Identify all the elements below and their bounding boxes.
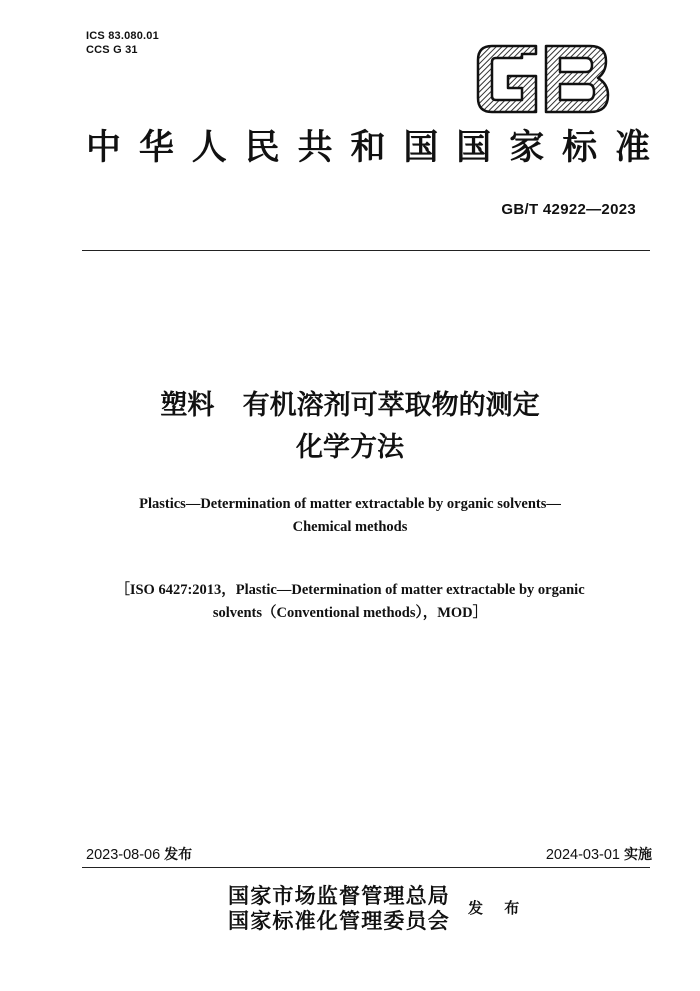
english-title-line-2: Chemical methods	[292, 519, 408, 535]
chinese-title-line-1: 塑料 有机溶剂可萃取物的测定	[160, 390, 540, 421]
issue-date-value: 2023-08-06	[86, 847, 161, 863]
standard-type-title: 中华人民共和国国家标准	[86, 127, 652, 168]
issue-date-label: 发布	[164, 847, 193, 863]
english-title-line-1: Plastics—Determination of matter extractable by organic solvents—	[139, 496, 561, 512]
implementation-date	[546, 846, 652, 864]
chinese-title-line-2: 化学方法	[296, 432, 404, 463]
implementation-date-label: 实施	[624, 847, 652, 863]
iso-reference-line-2: solvents（Conventional methods），MOD］	[212, 605, 488, 621]
issuer-line-1: 国家市场监督管理总局	[228, 883, 450, 908]
bottom-divider	[82, 867, 650, 868]
issue-date	[86, 846, 192, 864]
gb-logo	[472, 42, 612, 116]
ccs-code: CCS G 31	[86, 44, 138, 56]
issuer-line-2: 国家标准化管理委员会	[228, 908, 450, 933]
top-divider	[82, 250, 650, 251]
implementation-date-value: 2024-03-01	[545, 847, 620, 863]
ics-code: ICS 83.080.01	[86, 30, 159, 42]
iso-reference-line-1: ［ISO 6427:2013，Plastic—Determination of matter extractable by organic	[115, 582, 585, 598]
publish-label: 发 布	[468, 899, 528, 917]
standard-number: GB/T 42922—2023	[501, 201, 636, 218]
